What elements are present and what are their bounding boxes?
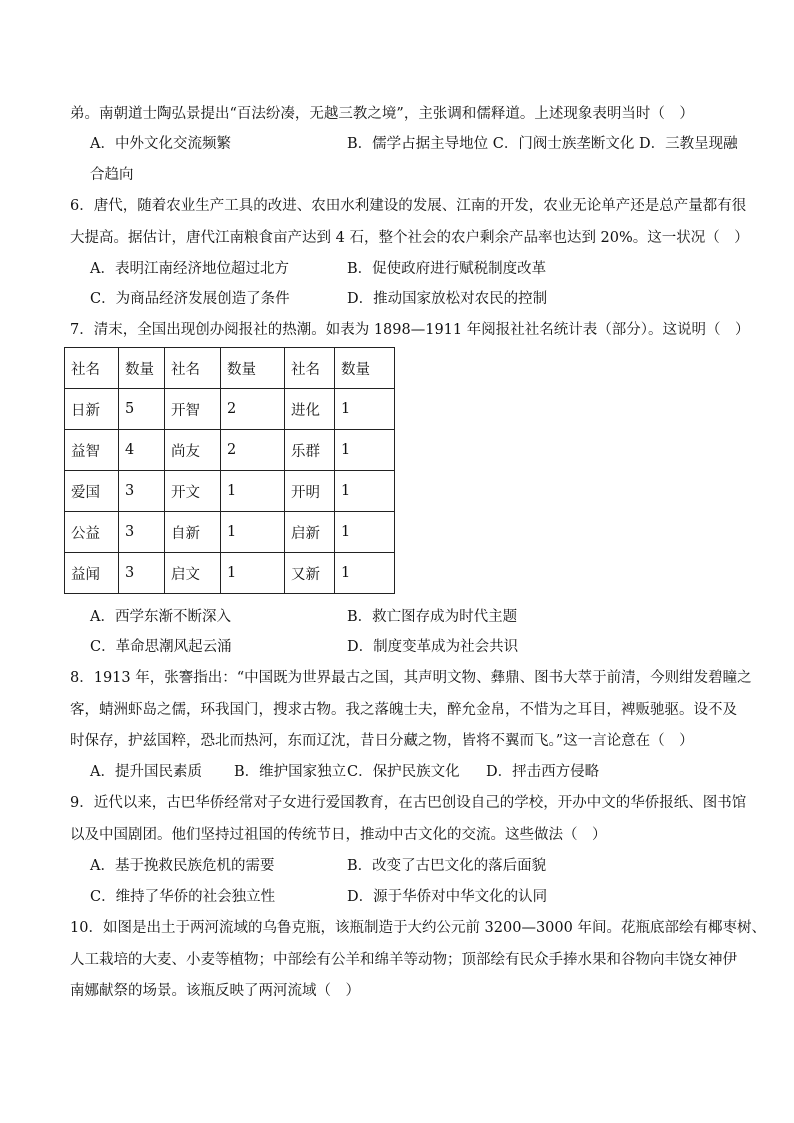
q8-option-c: C．保护民族文化 <box>347 764 460 780</box>
q7-stem-line1: 7．清末，全国出现创办阅报社的热潮。如表为 1898—1911 年阅报社社名统计表（部分）。这说明（ ） <box>70 322 750 338</box>
q6-option-d: D．推动国家放松对农民的控制 <box>347 291 548 307</box>
table-row <box>65 471 395 512</box>
q10-stem-line3: 南娜献祭的场景。该瓶反映了两河流域（ ） <box>70 983 360 999</box>
table-cell: 开文 <box>165 471 221 512</box>
table-header-cell: 社名 <box>165 348 221 389</box>
table-cell: 1 <box>335 430 395 471</box>
q5-option-d-cont: 合趋向 <box>90 167 134 183</box>
table-cell: 1 <box>221 553 285 594</box>
table-cell: 益闻 <box>65 553 119 594</box>
table-cell: 1 <box>335 512 395 553</box>
table-cell: 4 <box>119 430 165 471</box>
q7-option-d: D．制度变革成为社会共识 <box>347 639 519 655</box>
table-cell: 开明 <box>285 471 335 512</box>
q8-stem-line3: 时保存，护兹国粹，恐北而热河，东而辽沈，昔日分藏之物，皆将不翼而飞。”这一言论意在（ ） <box>70 733 694 749</box>
q9-stem-line1: 9．近代以来，古巴华侨经常对子女进行爱国教育，在古巴创设自己的学校，开办中文的华侨报纸、图书馆 <box>70 795 747 811</box>
q6-option-a: A．表明江南经济地位超过北方 <box>90 261 289 277</box>
table-cell: 3 <box>119 512 165 553</box>
table-header-cell: 数量 <box>221 348 285 389</box>
table-cell: 又新 <box>285 553 335 594</box>
table-header-row <box>65 348 395 389</box>
q10-stem-line2: 人工栽培的大麦、小麦等植物；中部绘有公羊和绵羊等动物；顶部绘有民众手捧水果和谷物向丰饶女神伊 <box>70 952 737 968</box>
q8-stem-line2: 客，蜻洲虾岛之儒，环我国门，搜求古物。我之落魄士夫，醉允金帛，不惜为之耳目，裨贩驰驱。设不及 <box>70 702 737 718</box>
q9-option-b: B．改变了古巴文化的落后面貌 <box>347 858 547 874</box>
q7-option-a: A．西学东渐不断深入 <box>90 609 231 625</box>
table-cell: 日新 <box>65 389 119 430</box>
table-row <box>65 512 395 553</box>
q9-option-a: A．基于挽救民族危机的需要 <box>90 858 275 874</box>
q6-stem-line2: 大提高。据估计，唐代江南粮食亩产达到 4 石，整个社会的农户剩余产品率也达到 20%。这一状况（ ） <box>70 230 749 246</box>
q9-option-c: C．维持了华侨的社会独立性 <box>90 889 276 905</box>
table-cell: 1 <box>335 471 395 512</box>
table-header-cell: 数量 <box>119 348 165 389</box>
table-header-cell: 社名 <box>285 348 335 389</box>
q5-stem-tail: 弟。南朝道士陶弘景提出“百法纷凑，无越三教之境”，主张调和儒释道。上述现象表明当时（ ） <box>70 106 694 122</box>
q6-option-c: C．为商品经济发展创造了条件 <box>90 291 290 307</box>
table-cell: 开智 <box>165 389 221 430</box>
q6-option-b: B．促使政府进行赋税制度改革 <box>347 261 547 277</box>
table-header-cell: 社名 <box>65 348 119 389</box>
table-row <box>65 389 395 430</box>
table-cell: 1 <box>221 471 285 512</box>
table-cell: 1 <box>221 512 285 553</box>
table-cell: 1 <box>335 389 395 430</box>
table-cell: 3 <box>119 471 165 512</box>
table-row <box>65 430 395 471</box>
q6-stem-line1: 6．唐代，随着农业生产工具的改进、农田水利建设的发展、江南的开发，农业无论单产还是总产量都有很 <box>70 198 747 214</box>
table-cell: 自新 <box>165 512 221 553</box>
q8-option-b: B．维护国家独立 <box>234 764 347 780</box>
q9-option-d: D．源于华侨对中华文化的认同 <box>347 889 548 905</box>
table-cell: 1 <box>335 553 395 594</box>
q8-stem-line1: 8．1913 年，张謇指出：“中国既为世界最古之国，其声明文物、彝鼎、图书大萃于前清，今则绀发碧瞳之 <box>70 670 752 686</box>
q10-stem-line1: 10．如图是出土于两河流域的乌鲁克瓶，该瓶制造于大约公元前 3200—3000 年间。花瓶底部绘有椰枣树、 <box>70 920 766 936</box>
table-cell: 2 <box>221 430 285 471</box>
table-cell: 启文 <box>165 553 221 594</box>
q5-option-bcd: B．儒学占据主导地位 C．门阀士族垄断文化 D．三教呈现融 <box>347 136 738 152</box>
table-cell: 2 <box>221 389 285 430</box>
reading-club-table <box>64 347 395 594</box>
q7-option-b: B．救亡图存成为时代主题 <box>347 609 518 625</box>
table-cell: 爱国 <box>65 471 119 512</box>
table-row <box>65 553 395 594</box>
table-cell: 5 <box>119 389 165 430</box>
q5-option-a: A．中外文化交流频繁 <box>90 136 231 152</box>
table-cell: 启新 <box>285 512 335 553</box>
table-cell: 3 <box>119 553 165 594</box>
q9-stem-line2: 以及中国剧团。他们坚持过祖国的传统节日，推动中古文化的交流。这些做法（ ） <box>70 827 607 843</box>
table-cell: 公益 <box>65 512 119 553</box>
table-cell: 尚友 <box>165 430 221 471</box>
table-header-cell: 数量 <box>335 348 395 389</box>
table-cell: 乐群 <box>285 430 335 471</box>
q7-option-c: C．革命思潮风起云涌 <box>90 639 232 655</box>
q8-option-a: A．提升国民素质 <box>90 764 202 780</box>
q8-option-d: D．抨击西方侵略 <box>486 764 600 780</box>
table-cell: 益智 <box>65 430 119 471</box>
table-cell: 进化 <box>285 389 335 430</box>
